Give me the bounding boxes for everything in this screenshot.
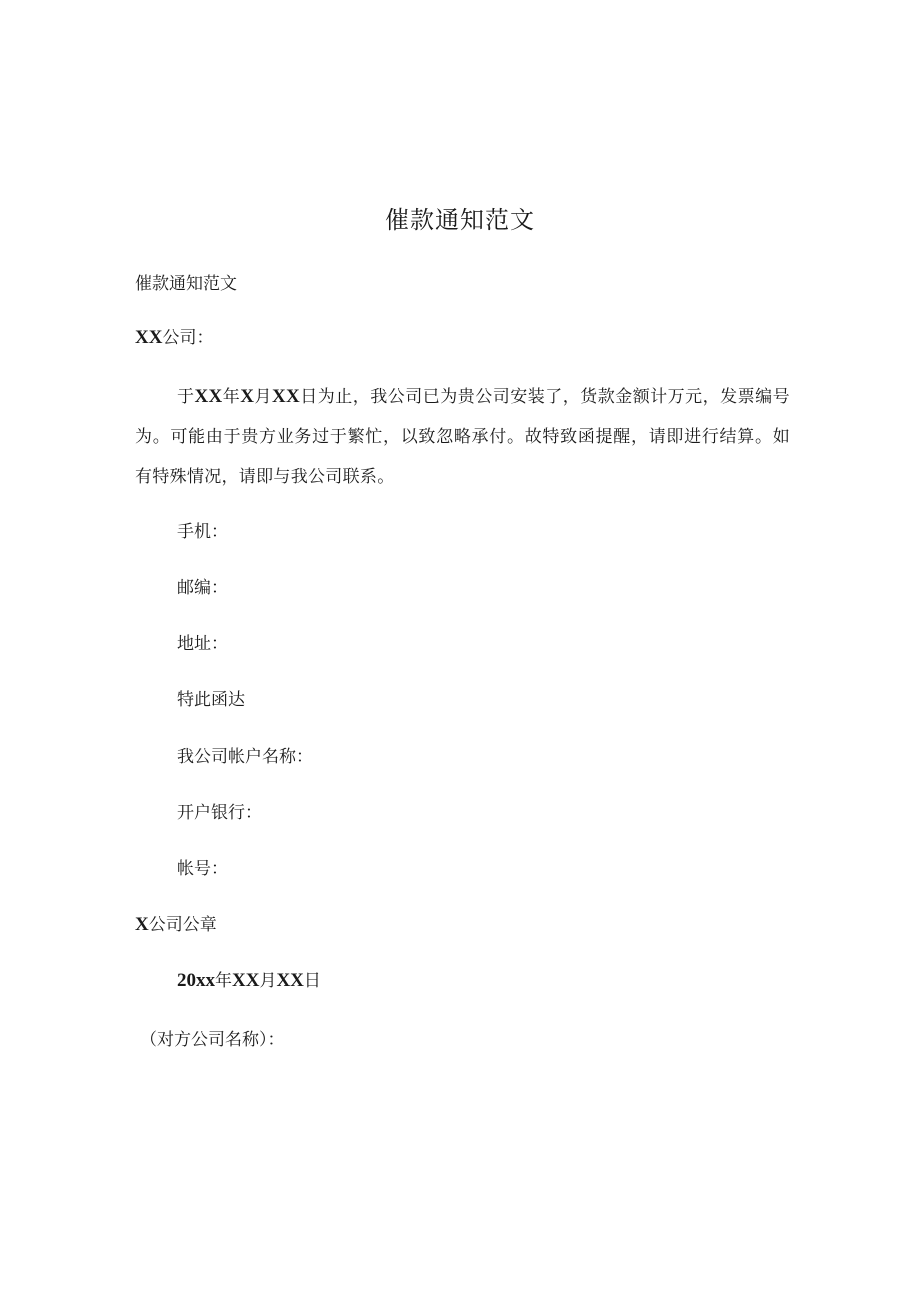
account-number-label: 帐号： xyxy=(177,859,228,879)
letter-date xyxy=(177,967,321,995)
phone-label: 手机： xyxy=(177,522,228,542)
salutation xyxy=(135,324,213,352)
body-month-unit: 月 xyxy=(254,387,272,407)
body-day: XX xyxy=(271,386,301,407)
company-seal xyxy=(135,911,217,939)
body-paragraph xyxy=(135,377,790,497)
body-month: X xyxy=(240,386,255,407)
document-title: 催款通知范文 xyxy=(385,206,535,234)
account-name-label: 我公司帐户名称： xyxy=(177,747,313,767)
salutation-company-code: XX xyxy=(135,327,163,348)
body-prefix: 于 xyxy=(177,387,195,407)
recipient-label: （对方公司名称）： xyxy=(140,1030,285,1050)
date-month: XX xyxy=(232,970,260,991)
date-year: 20xx xyxy=(177,970,215,991)
date-day-unit: 日 xyxy=(303,971,321,991)
document-subtitle: 催款通知范文 xyxy=(135,274,237,294)
body-year: XX xyxy=(194,386,223,407)
closing-text: 特此函达 xyxy=(177,690,245,710)
body-year-unit: 年 xyxy=(222,387,241,407)
salutation-suffix: 公司： xyxy=(162,328,214,348)
date-day: XX xyxy=(276,970,304,991)
seal-suffix: 公司公章 xyxy=(148,915,217,935)
body-rest: 日为止，我公司已为贵公司安装了，货款金额计万元，发票编号为。可能由于贵方业务过于繁忙，以致忽略承付。故特致函提醒，请即进行结算。如有特殊情况，请即与我公司联系。 xyxy=(135,387,790,487)
address-label: 地址： xyxy=(177,634,228,654)
date-year-unit: 年 xyxy=(215,971,232,991)
postcode-label: 邮编： xyxy=(177,578,228,598)
seal-company-code: X xyxy=(135,914,149,935)
date-month-unit: 月 xyxy=(259,971,277,991)
bank-label: 开户银行： xyxy=(177,803,262,823)
